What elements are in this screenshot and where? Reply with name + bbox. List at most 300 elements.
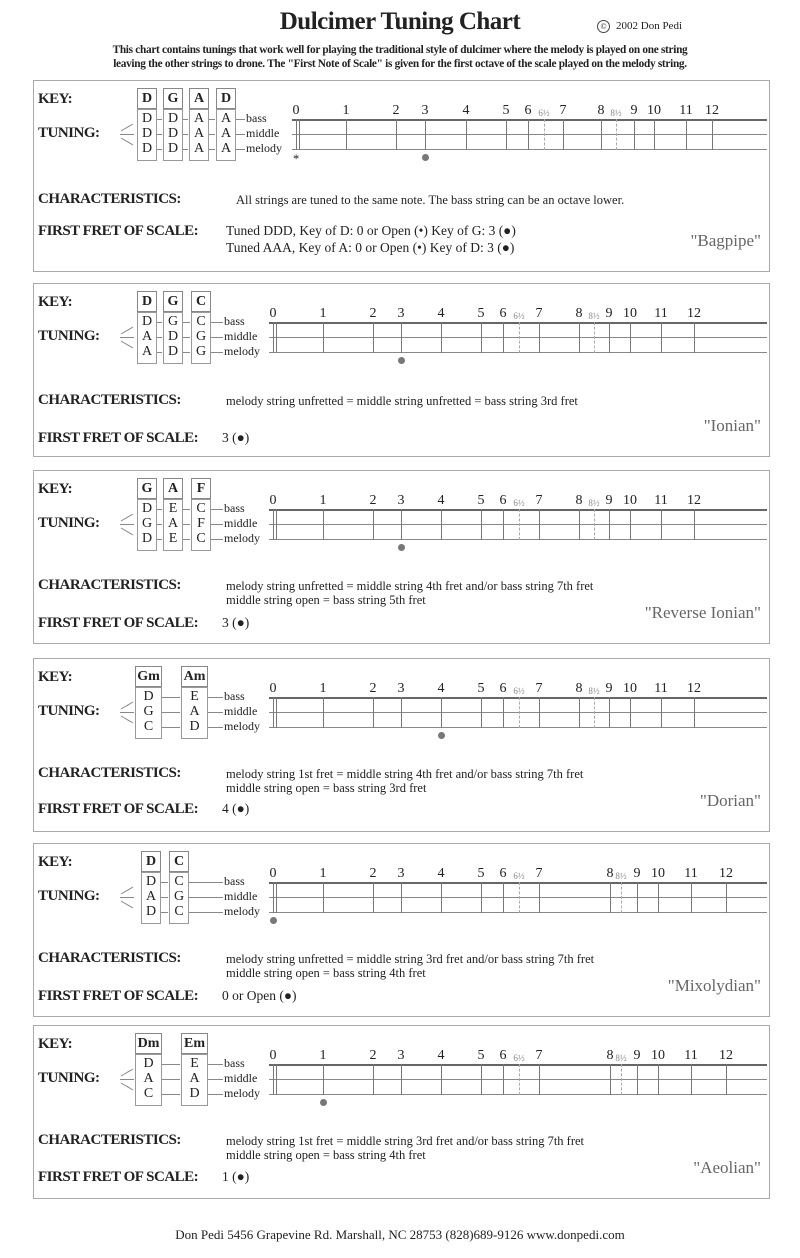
tuning-note: C: [174, 904, 184, 919]
characteristics-text: melody string unfretted = middle string 4th fret and/or bass string 7th fret: [226, 579, 594, 593]
tuning-note: A: [220, 111, 232, 126]
key-note: G: [137, 478, 157, 499]
tuning-bracket-line: [120, 897, 134, 898]
fret-line: [441, 697, 442, 728]
tuning-section: [33, 283, 770, 457]
tuning-column: [137, 109, 157, 161]
string-bass: [269, 509, 767, 511]
key-label: KEY:: [38, 91, 73, 107]
tuning-note: D: [141, 141, 153, 156]
tuning-note: D: [141, 531, 153, 546]
tuning-column: [189, 109, 209, 161]
fret-number: 8: [575, 306, 583, 321]
fret-number: 8½: [615, 871, 627, 881]
fret-number: 11: [684, 866, 698, 881]
connector-line: [162, 712, 180, 713]
tuning-column: [163, 312, 183, 364]
fret-line: [373, 1064, 374, 1095]
scale-start-marker: [320, 1099, 327, 1106]
fret-number: 12: [719, 1048, 733, 1063]
fret-number: 0: [269, 493, 277, 508]
connector-line: [209, 149, 215, 150]
tuning-note: D: [143, 1056, 154, 1071]
connector-line: [157, 352, 162, 353]
connector-line: [157, 322, 162, 323]
tuning-bracket-line: [121, 514, 134, 522]
fret-line: [373, 882, 374, 913]
fret-number: 6: [524, 103, 532, 118]
tuning-note: D: [141, 501, 153, 516]
connector-line: [162, 727, 180, 728]
fret-number: 8: [606, 1048, 614, 1063]
fret-line: [579, 697, 580, 728]
fret-line: [630, 322, 631, 353]
fret-line: [441, 882, 442, 913]
fret-number: 9: [633, 1048, 641, 1063]
fret-number: 1: [342, 103, 350, 118]
tuning-label: TUNING:: [38, 125, 100, 141]
tuning-bracket-line: [121, 1069, 134, 1077]
tuning-note: A: [189, 704, 200, 719]
mode-name: "Bagpipe": [690, 231, 761, 250]
fret-line: [630, 697, 631, 728]
string-melody: [269, 1094, 767, 1095]
fret-number: 2: [369, 306, 377, 321]
tuning-section: [33, 843, 770, 1017]
tuning-note: D: [141, 126, 153, 141]
tuning-note: A: [220, 126, 232, 141]
fret-number: 7: [535, 1048, 543, 1063]
tuning-note: C: [196, 501, 206, 516]
tuning-note: C: [174, 874, 184, 889]
fret-line: [323, 509, 324, 540]
string-label: melody: [246, 141, 282, 155]
fret-line: [579, 322, 580, 353]
connector-line: [157, 524, 162, 525]
tuning-bracket-line: [121, 716, 134, 724]
key-note: G: [163, 88, 183, 109]
fret-line: [579, 509, 580, 540]
tuning-section: [33, 1025, 770, 1199]
string-label: middle: [224, 704, 258, 718]
tuning-note: C: [196, 314, 206, 329]
connector-line: [183, 524, 190, 525]
fret-number: 5: [477, 493, 485, 508]
tuning-bracket-line: [121, 327, 134, 335]
connector-line: [208, 1064, 223, 1065]
first-fret-value: Tuned AAA, Key of A: 0 or Open (•) Key of D: 3 (●): [226, 240, 515, 255]
fret-line: [609, 509, 610, 540]
fret-line: [712, 119, 713, 150]
string-middle: [269, 1079, 767, 1080]
nut-line: [276, 882, 277, 913]
key-note: Dm: [135, 1033, 162, 1054]
tuning-label: TUNING:: [38, 888, 100, 904]
tuning-column: [137, 312, 157, 364]
fret-line: [654, 119, 655, 150]
fret-number: 8½: [588, 311, 600, 321]
tuning-column: [181, 687, 208, 739]
fret-line: [503, 882, 504, 913]
fret-line: [401, 322, 402, 353]
string-label: middle: [224, 516, 258, 530]
characteristics-text: All strings are tuned to the same note. The bass string can be an octave lower.: [236, 193, 625, 207]
string-melody: [292, 149, 767, 150]
tuning-note: C: [143, 1086, 154, 1101]
string-label: melody: [224, 1086, 260, 1100]
fret-number: 5: [477, 866, 485, 881]
mode-name: "Reverse Ionian": [644, 603, 761, 622]
fret-line: [503, 322, 504, 353]
key-note: Am: [181, 666, 208, 687]
tuning-note: D: [141, 314, 153, 329]
intro-text: [0, 43, 800, 71]
fret-number: 5: [477, 1048, 485, 1063]
first-fret-label: FIRST FRET OF SCALE:: [38, 1169, 199, 1185]
fret-number: 2: [369, 866, 377, 881]
mode-name: "Ionian": [703, 416, 761, 435]
tuning-column: [181, 1054, 208, 1106]
tuning-section: [33, 470, 770, 644]
connector-line: [162, 1079, 180, 1080]
first-fret-value: 0 or Open (●): [222, 988, 297, 1003]
fret-line: [691, 882, 692, 913]
fret-number: 10: [623, 493, 637, 508]
fret-number: 9: [633, 866, 641, 881]
string-label: melody: [224, 531, 260, 545]
string-bass: [292, 119, 767, 121]
string-middle: [269, 712, 767, 713]
tuning-column: [191, 312, 211, 364]
connector-line: [161, 882, 168, 883]
tuning-note: D: [167, 141, 179, 156]
tuning-note: G: [167, 314, 179, 329]
tuning-section: [33, 80, 770, 272]
fret-line: [637, 882, 638, 913]
fret-number: 4: [437, 866, 445, 881]
fret-number: 12: [687, 681, 701, 696]
scale-start-marker: [398, 544, 405, 551]
key-note: Gm: [135, 666, 162, 687]
fret-line: [441, 322, 442, 353]
tuning-note: A: [220, 141, 232, 156]
fret-number: 0: [269, 681, 277, 696]
fret-line: [425, 119, 426, 150]
fret-line: [563, 119, 564, 150]
fret-number: 5: [502, 103, 510, 118]
fret-number: 3: [397, 681, 405, 696]
tuning-note: A: [193, 111, 205, 126]
connector-line: [183, 134, 188, 135]
tuning-bracket-line: [120, 712, 134, 713]
fret-line: [481, 697, 482, 728]
tuning-label: TUNING:: [38, 515, 100, 531]
string-label: bass: [224, 501, 245, 515]
fret-line: [401, 509, 402, 540]
fret-line: [539, 322, 540, 353]
string-label: bass: [224, 689, 245, 703]
key-label: KEY:: [38, 481, 73, 497]
fret-line: [726, 882, 727, 913]
fret-number: 6½: [513, 871, 525, 881]
string-melody: [269, 727, 767, 728]
fret-line: [481, 1064, 482, 1095]
string-melody: [269, 352, 767, 353]
fret-line: [661, 322, 662, 353]
fret-number: 6: [499, 306, 507, 321]
mode-name: "Mixolydian": [667, 976, 761, 995]
fret-number: 8: [597, 103, 605, 118]
fret-number: 2: [369, 493, 377, 508]
characteristics-text: melody string 1st fret = middle string 4th fret and/or bass string 7th fret: [226, 767, 584, 781]
tuning-note: E: [168, 501, 178, 516]
fret-line: [401, 1064, 402, 1095]
fret-number: 7: [535, 866, 543, 881]
fret-number: 10: [623, 306, 637, 321]
tuning-note: G: [195, 329, 207, 344]
tuning-note: D: [189, 719, 200, 734]
tuning-note: G: [143, 704, 154, 719]
tuning-note: A: [141, 329, 153, 344]
fret-number: 1: [319, 866, 327, 881]
fret-line: [273, 882, 274, 913]
characteristics-text: middle string open = bass string 4th fret: [226, 1148, 426, 1162]
connector-line: [189, 912, 223, 913]
fret-number: 1: [319, 1048, 327, 1063]
fret-line: [273, 509, 274, 540]
connector-line: [189, 897, 223, 898]
fret-number: 4: [437, 493, 445, 508]
fret-line: [694, 697, 695, 728]
connector-line: [211, 352, 223, 353]
key-note: D: [137, 291, 157, 312]
tuning-note: E: [168, 531, 178, 546]
connector-line: [183, 509, 190, 510]
fret-line: [373, 322, 374, 353]
connector-line: [183, 322, 190, 323]
tuning-note: E: [190, 689, 199, 704]
tuning-column: [141, 872, 161, 924]
nut-line: [276, 1064, 277, 1095]
fret-number: 4: [437, 306, 445, 321]
fret-line: [273, 322, 274, 353]
string-middle: [292, 134, 767, 135]
connector-line: [157, 149, 162, 150]
nut-line: [276, 697, 277, 728]
tuning-note: D: [143, 689, 154, 704]
fret-line: [658, 882, 659, 913]
tuning-note: D: [167, 329, 179, 344]
connector-line: [211, 322, 223, 323]
string-label: bass: [224, 874, 245, 888]
intro-line: This chart contains tunings that work well for playing the traditional style of dulcimer where the melody is played on one string: [112, 44, 688, 56]
fret-line: [616, 119, 618, 150]
key-label: KEY:: [38, 854, 73, 870]
tuning-bracket-line: [121, 1083, 134, 1091]
tuning-bracket-line: [120, 337, 134, 338]
tuning-bracket-line: [120, 1079, 134, 1080]
fret-line: [506, 119, 507, 150]
first-fret-label: FIRST FRET OF SCALE:: [38, 801, 199, 817]
tuning-bracket-line: [120, 134, 134, 135]
key-label: KEY:: [38, 669, 73, 685]
tuning-column: [191, 499, 211, 551]
string-label: bass: [246, 111, 267, 125]
fret-line: [441, 1064, 442, 1095]
fret-number: 6½: [513, 311, 525, 321]
tuning-label: TUNING:: [38, 703, 100, 719]
characteristics-text: middle string open = bass string 3rd fret: [226, 781, 427, 795]
key-note: A: [189, 88, 209, 109]
tuning-bracket-line: [120, 524, 134, 525]
scale-start-marker: [438, 732, 445, 739]
fret-number: 1: [319, 681, 327, 696]
fret-line: [594, 322, 596, 353]
connector-line: [157, 337, 162, 338]
fret-number: 6: [499, 866, 507, 881]
fret-number: 1: [319, 306, 327, 321]
string-middle: [269, 897, 767, 898]
fret-number: 11: [679, 103, 693, 118]
fret-number: 3: [421, 103, 429, 118]
fret-number: 10: [647, 103, 661, 118]
fret-number: 7: [535, 493, 543, 508]
fret-number: 0: [269, 306, 277, 321]
scale-start-marker: [398, 357, 405, 364]
fret-number: 8: [575, 493, 583, 508]
connector-line: [211, 524, 223, 525]
tuning-note: D: [141, 111, 153, 126]
fret-line: [273, 697, 274, 728]
fret-number: 8½: [588, 498, 600, 508]
fret-line: [610, 882, 611, 913]
fret-line: [519, 697, 521, 728]
connector-line: [157, 509, 162, 510]
first-fret-label: FIRST FRET OF SCALE:: [38, 223, 199, 239]
fret-line: [373, 697, 374, 728]
fret-line: [609, 697, 610, 728]
connector-line: [211, 539, 223, 540]
connector-line: [236, 119, 245, 120]
nut-line: [299, 119, 300, 150]
string-label: middle: [224, 889, 258, 903]
fret-line: [544, 119, 546, 150]
fret-number: 9: [605, 306, 613, 321]
tuning-bracket-line: [121, 702, 134, 710]
characteristics-text: melody string unfretted = middle string 3rd fret and/or bass string 7th fret: [226, 952, 595, 966]
tuning-note: D: [189, 1086, 200, 1101]
connector-line: [183, 539, 190, 540]
connector-line: [162, 1064, 180, 1065]
tuning-note: C: [143, 719, 154, 734]
first-fret-label: FIRST FRET OF SCALE:: [38, 430, 199, 446]
fret-number: 5: [477, 681, 485, 696]
fret-number: 12: [687, 306, 701, 321]
fret-line: [323, 1064, 324, 1095]
fret-number: 9: [630, 103, 638, 118]
connector-line: [208, 1094, 223, 1095]
characteristics-label: CHARACTERISTICS:: [38, 950, 181, 966]
key-label: KEY:: [38, 1036, 73, 1052]
fret-number: 3: [397, 866, 405, 881]
fret-line: [594, 509, 596, 540]
fret-line: [691, 1064, 692, 1095]
connector-line: [183, 352, 190, 353]
connector-line: [183, 337, 190, 338]
fret-line: [621, 882, 623, 913]
key-note: A: [163, 478, 183, 499]
fret-number: 12: [719, 866, 733, 881]
fret-line: [601, 119, 602, 150]
fret-number: 6: [499, 681, 507, 696]
tuning-note: D: [167, 111, 179, 126]
string-middle: [269, 524, 767, 525]
tuning-note: A: [189, 1071, 200, 1086]
fret-line: [609, 322, 610, 353]
fret-line: [373, 509, 374, 540]
fret-number: 7: [535, 681, 543, 696]
fret-number: 11: [654, 493, 668, 508]
fret-line: [539, 882, 540, 913]
fret-line: [481, 322, 482, 353]
fret-number: 8½: [588, 686, 600, 696]
fret-number: 9: [605, 493, 613, 508]
characteristics-text: middle string open = bass string 5th fret: [226, 593, 426, 607]
fret-line: [503, 1064, 504, 1095]
fret-line: [273, 1064, 274, 1095]
tuning-column: [163, 109, 183, 161]
fret-number: 1: [319, 493, 327, 508]
fret-line: [726, 1064, 727, 1095]
fret-line: [346, 119, 347, 150]
tuning-column: [135, 1054, 162, 1106]
tuning-label: TUNING:: [38, 328, 100, 344]
tuning-note: D: [167, 126, 179, 141]
string-label: middle: [224, 1071, 258, 1085]
fret-number: 10: [651, 1048, 665, 1063]
fret-number: 6½: [513, 686, 525, 696]
key-note: C: [169, 851, 189, 872]
connector-line: [157, 134, 162, 135]
fret-number: 3: [397, 1048, 405, 1063]
string-label: bass: [224, 1056, 245, 1070]
characteristics-label: CHARACTERISTICS:: [38, 191, 181, 207]
fret-number: 6½: [538, 108, 550, 118]
key-note: D: [141, 851, 161, 872]
copyright: [597, 20, 682, 33]
fret-number: 3: [397, 493, 405, 508]
fret-line: [658, 1064, 659, 1095]
fret-number: 12: [705, 103, 719, 118]
key-note: D: [137, 88, 157, 109]
fret-number: 4: [437, 1048, 445, 1063]
fret-line: [539, 509, 540, 540]
fret-number: 2: [392, 103, 400, 118]
tuning-note: G: [195, 344, 207, 359]
string-label: melody: [224, 344, 260, 358]
string-bass: [269, 882, 767, 884]
fret-number: 10: [623, 681, 637, 696]
fret-line: [686, 119, 687, 150]
tuning-note: D: [145, 904, 157, 919]
nut-line: [276, 509, 277, 540]
fret-line: [694, 322, 695, 353]
tuning-column: [137, 499, 157, 551]
connector-line: [208, 697, 223, 698]
fret-line: [519, 322, 521, 353]
key-note: C: [191, 291, 211, 312]
copyright-icon: ©: [597, 20, 610, 33]
